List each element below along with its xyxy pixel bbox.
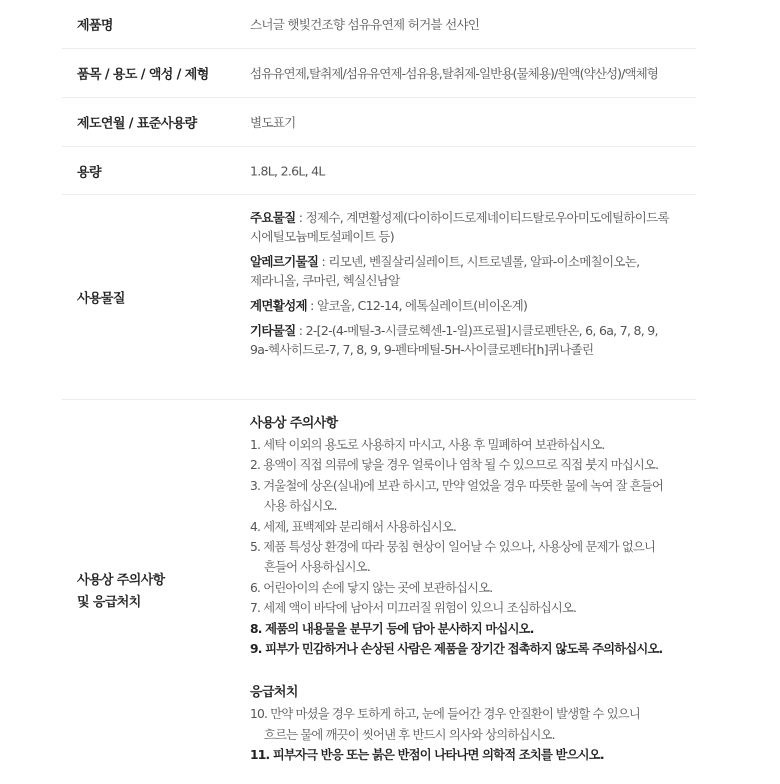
main-substance-text-2: 시에틸모늄메토설페이트 등): [250, 229, 394, 244]
caution-item-bold: 9. 피부가 민감하거나 손상된 사람은 제품을 장기간 접촉하지 않도록 주의하십시오.: [250, 642, 663, 657]
allergen-substance: [250, 252, 696, 290]
volume-label: 용량: [77, 165, 101, 180]
caution-item-cont: 흔들어 사용하십시오.: [264, 560, 370, 575]
volume-value: 1.8L, 2.6L, 4L: [250, 163, 325, 178]
row-materials: [62, 195, 696, 400]
row-manufacture-date: [62, 98, 696, 147]
allergen-text-1: : 리모넨, 벤질살리실레이트, 시트로넬롤, 알파-이소메칠이오논,: [318, 254, 640, 269]
row-product-name: [62, 0, 696, 49]
category-value: 섬유유연제,탈취제/섬유유연제-섬유용,탈취제-일반용(물체용)/원액(약산성)/액체형: [250, 66, 658, 81]
emergency-item: 10. 만약 마셨을 경우 토하게 하고, 눈에 들어간 경우 안질환이 발생할 수 있으니: [250, 707, 640, 722]
materials-label: 사용물질: [77, 291, 125, 307]
materials-value: [250, 208, 696, 365]
other-title: 기타물질: [250, 323, 296, 338]
product-name-label: 제품명: [77, 18, 113, 34]
allergen-text-2: 제라니올, 쿠마린, 헥실신남알: [250, 273, 400, 288]
surfactant-title: 계면활성제: [250, 298, 307, 313]
main-substance: [250, 208, 696, 246]
emergency-item-cont: 흐르는 물에 깨끗이 씻어낸 후 반드시 의사와 상의하십시오.: [264, 727, 555, 742]
manufacture-date-label: 제도연월 / 표준사용량: [77, 116, 197, 132]
surfactant-text: : 알코올, C12-14, 에톡실레이트(비이온계): [306, 298, 528, 313]
emergency-heading: 응급처치: [250, 685, 298, 701]
product-info-table: [62, 0, 696, 784]
caution-item: 5. 제품 특성상 환경에 따라 뭉침 현상이 일어날 수 있으나, 사용상에 문제가 없으니: [250, 540, 656, 555]
row-category: [62, 49, 696, 98]
allergen-title: 알레르기물질: [250, 254, 319, 269]
emergency-item-bold: 11. 피부자극 반응 또는 붉은 반점이 나타나면 의학적 조치를 받으시오.: [250, 748, 604, 763]
caution-item: 6. 어린아이의 손에 닿지 않는 곳에 보관하십시오.: [250, 580, 493, 595]
caution-item: 4. 세제, 표백제와 분리해서 사용하십시오.: [250, 519, 457, 534]
caution-label: [77, 570, 165, 614]
manufacture-date-value: 별도표기: [250, 115, 296, 130]
caution-item: 7. 세제 액이 바닥에 남아서 미끄러질 위험이 있으니 조심하십시오.: [250, 601, 577, 616]
other-text-2: 9a-헥사히드로-7, 7, 8, 9, 9-펜타메틸-5H-사이클로펜타[h]퀴나졸린: [250, 342, 594, 357]
main-substance-text-1: : 정제수, 계면활성제(다이하이드로제네이티드탈로우아미도에틸하이드록: [295, 210, 669, 225]
surfactant-substance: [250, 296, 696, 315]
caution-heading: 사용상 주의사항: [250, 416, 338, 431]
caution-item-cont: 사용 하십시오.: [264, 499, 337, 514]
row-volume: [62, 147, 696, 195]
caution-item: 2. 용액이 직접 의류에 닿을 경우 얼룩이나 염착 될 수 있으므로 직접 붓지 마십시오.: [250, 458, 659, 473]
caution-item: 1. 세탁 이외의 용도로 사용하지 마시고, 사용 후 밀폐하여 보관하십시오.: [250, 438, 605, 452]
other-text-1: : 2-[2-(4-메틸-3-시클로헥센-1-일)프로필]시클로펜탄온, 6, 6a, 7, 8, 9,: [295, 323, 658, 338]
caution-label-line1: 사용상 주의사항: [77, 573, 165, 588]
category-label: 품목 / 용도 / 액성 / 제형: [77, 67, 209, 83]
caution-item: 3. 겨울철에 상온(실내)에 보관 하시고, 만약 얼었을 경우 따뜻한 물에 녹여 잘 흔들어: [250, 478, 664, 493]
product-name-value: 스너글 햇빛건조향 섬유유연제 허거블 선샤인: [250, 17, 480, 32]
caution-value: [250, 412, 696, 766]
main-substance-title: 주요물질: [250, 210, 296, 225]
row-caution: [62, 400, 696, 784]
caution-label-line2: 및 응급처치: [77, 595, 141, 610]
other-substance: [250, 321, 696, 359]
caution-item-bold: 8. 제품의 내용물을 분무기 등에 담아 분사하지 마십시오.: [250, 621, 534, 636]
